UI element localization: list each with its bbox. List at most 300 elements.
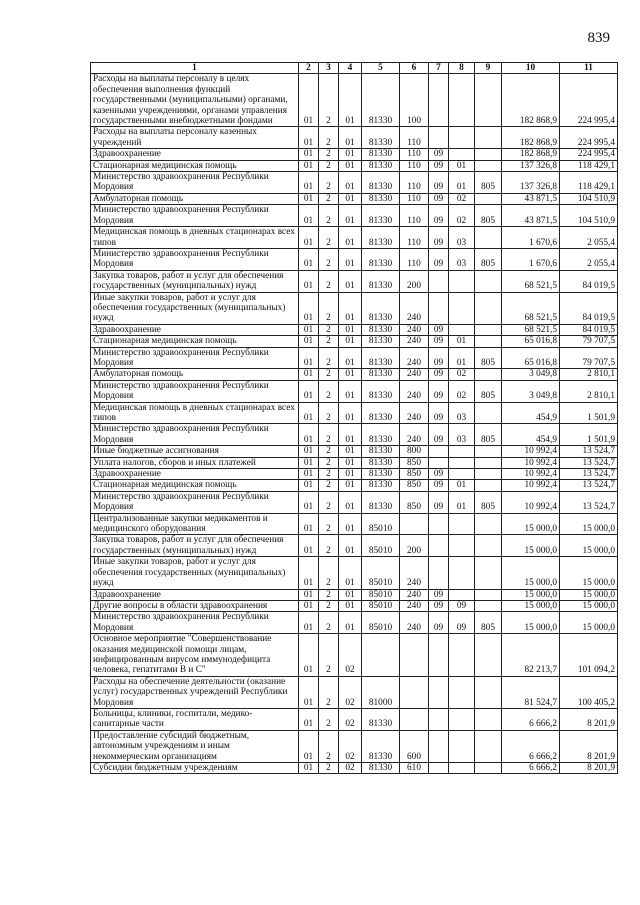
table-cell: 81330 [362, 270, 400, 292]
table-row [91, 763, 618, 774]
table-row [91, 612, 618, 634]
table-cell: 01 [339, 557, 362, 589]
table-cell: 01 [449, 160, 475, 171]
table-cell: 01 [449, 480, 475, 491]
table-cell: 65 016,8 [502, 347, 560, 369]
table-cell: 15 000,0 [560, 612, 618, 634]
table-cell: 81 524,7 [502, 676, 560, 708]
table-row [91, 292, 618, 324]
row-label-cell: Министерство здравоохранения Республики Мордовия [91, 347, 299, 369]
table-row [91, 369, 618, 380]
table-cell: 805 [475, 380, 502, 402]
table-cell: 01 [299, 205, 319, 227]
table-cell: 01 [339, 469, 362, 480]
table-cell: 2 055,4 [560, 227, 618, 249]
table-cell: 01 [449, 347, 475, 369]
table-cell [449, 149, 475, 160]
table-cell: 2 [319, 270, 339, 292]
row-label-cell: Централизованные закупки медикаментов и медицинского оборудования [91, 513, 299, 535]
table-cell: 15 000,0 [502, 600, 560, 611]
table-cell: 240 [400, 369, 429, 380]
table-cell: 137 326,8 [502, 172, 560, 194]
table-row [91, 227, 618, 249]
table-cell [475, 270, 502, 292]
table-cell: 2 [319, 160, 339, 171]
table-cell [429, 74, 449, 127]
table-cell: 81330 [362, 292, 400, 324]
table-cell [429, 557, 449, 589]
table-cell [449, 676, 475, 708]
row-label-cell: Расходы на обеспечение деятельности (оказание услуг) государственных учреждений Республики Мордовия [91, 676, 299, 708]
table-row [91, 589, 618, 600]
table-cell: 01 [449, 491, 475, 513]
table-cell: 01 [299, 634, 319, 677]
table-cell: 600 [400, 730, 429, 762]
table-cell [475, 227, 502, 249]
table-cell: 01 [339, 535, 362, 557]
table-cell: 09 [429, 402, 449, 424]
table-cell: 240 [400, 589, 429, 600]
table-row [91, 347, 618, 369]
table-cell: 09 [429, 480, 449, 491]
table-cell: 01 [299, 730, 319, 762]
table-cell: 01 [339, 270, 362, 292]
table-cell: 240 [400, 336, 429, 347]
table-cell: 2 [319, 469, 339, 480]
table-cell: 81330 [362, 457, 400, 468]
row-label-cell: Закупка товаров, работ и услуг для обеспечения государственных (муниципальных) нужд [91, 535, 299, 557]
table-cell [475, 369, 502, 380]
table-cell: 2 [319, 557, 339, 589]
table-cell [449, 708, 475, 730]
table-cell: 09 [429, 149, 449, 160]
table-cell [475, 74, 502, 127]
table-cell: 81330 [362, 227, 400, 249]
table-row [91, 446, 618, 457]
table-cell [475, 193, 502, 204]
table-cell: 09 [429, 369, 449, 380]
column-header: 1 [91, 63, 299, 74]
table-cell [449, 513, 475, 535]
table-cell: 110 [400, 205, 429, 227]
table-cell: 2 [319, 324, 339, 335]
table-cell: 2 [319, 535, 339, 557]
table-cell: 01 [299, 336, 319, 347]
table-cell: 110 [400, 193, 429, 204]
table-cell: 01 [299, 74, 319, 127]
table-cell: 2 [319, 74, 339, 127]
table-cell [475, 324, 502, 335]
table-cell: 81330 [362, 763, 400, 774]
row-label-cell: Министерство здравоохранения Республики Мордовия [91, 248, 299, 270]
table-cell: 82 213,7 [502, 634, 560, 677]
table-cell: 81330 [362, 402, 400, 424]
row-label-cell: Иные закупки товаров, работ и услуг для обеспечения государственных (муниципальных) нужд [91, 557, 299, 589]
table-cell: 01 [339, 149, 362, 160]
table-cell: 2 [319, 193, 339, 204]
table-cell: 01 [299, 469, 319, 480]
table-cell: 2 [319, 457, 339, 468]
table-cell: 01 [299, 446, 319, 457]
table-cell: 240 [400, 347, 429, 369]
table-cell: 02 [449, 193, 475, 204]
row-label-cell: Больницы, клиники, госпитали, медико-санитарные части [91, 708, 299, 730]
table-cell: 2 [319, 730, 339, 762]
table-row [91, 469, 618, 480]
table-cell: 240 [400, 424, 429, 446]
table-cell [449, 457, 475, 468]
table-cell: 224 995,4 [560, 127, 618, 149]
table-cell: 09 [429, 193, 449, 204]
table-cell: 81330 [362, 324, 400, 335]
table-cell [400, 513, 429, 535]
table-cell: 09 [429, 160, 449, 171]
table-cell: 01 [299, 612, 319, 634]
table-cell: 2 [319, 612, 339, 634]
table-cell: 454,9 [502, 424, 560, 446]
table-row [91, 248, 618, 270]
table-row [91, 424, 618, 446]
table-cell: 09 [429, 172, 449, 194]
table-cell: 10 992,4 [502, 491, 560, 513]
table-cell: 02 [449, 205, 475, 227]
table-cell: 2 [319, 446, 339, 457]
row-label-cell: Здравоохранение [91, 589, 299, 600]
table-cell: 43 871,5 [502, 205, 560, 227]
table-cell [475, 480, 502, 491]
table-cell [475, 160, 502, 171]
table-cell: 65 016,8 [502, 336, 560, 347]
table-row [91, 480, 618, 491]
row-label-cell: Другие вопросы в области здравоохранения [91, 600, 299, 611]
table-row [91, 172, 618, 194]
table-cell: 13 524,7 [560, 480, 618, 491]
table-cell: 182 868,9 [502, 74, 560, 127]
table-cell: 02 [339, 708, 362, 730]
table-cell: 01 [299, 491, 319, 513]
table-cell: 01 [299, 589, 319, 600]
table-cell: 81330 [362, 74, 400, 127]
row-label-cell: Субсидии бюджетным учреждениям [91, 763, 299, 774]
table-cell [449, 270, 475, 292]
table-cell: 01 [339, 369, 362, 380]
table-cell: 68 521,5 [502, 270, 560, 292]
table-cell [475, 589, 502, 600]
table-cell: 2 [319, 589, 339, 600]
table-cell: 110 [400, 248, 429, 270]
table-cell: 01 [339, 480, 362, 491]
table-cell: 15 000,0 [560, 513, 618, 535]
table-cell: 01 [299, 557, 319, 589]
table-cell: 09 [449, 600, 475, 611]
table-cell [429, 127, 449, 149]
table-cell: 2 [319, 336, 339, 347]
table-cell: 01 [339, 457, 362, 468]
table-cell: 81330 [362, 347, 400, 369]
table-cell: 09 [429, 227, 449, 249]
table-cell: 137 326,8 [502, 160, 560, 171]
table-cell: 01 [339, 172, 362, 194]
column-header: 6 [400, 63, 429, 74]
table-cell: 224 995,4 [560, 149, 618, 160]
table-cell: 03 [449, 402, 475, 424]
table-row [91, 557, 618, 589]
table-cell: 81330 [362, 149, 400, 160]
table-cell: 2 [319, 227, 339, 249]
table-cell: 110 [400, 160, 429, 171]
table-cell: 2 [319, 763, 339, 774]
table-cell: 1 670,6 [502, 248, 560, 270]
table-cell: 01 [339, 380, 362, 402]
table-cell: 850 [400, 469, 429, 480]
table-cell: 240 [400, 380, 429, 402]
row-label-cell: Министерство здравоохранения Республики Мордовия [91, 172, 299, 194]
table-cell: 01 [449, 336, 475, 347]
table-cell: 850 [400, 491, 429, 513]
table-cell: 15 000,0 [502, 589, 560, 600]
table-cell: 240 [400, 612, 429, 634]
row-label-cell: Министерство здравоохранения Республики Мордовия [91, 205, 299, 227]
table-row [91, 193, 618, 204]
row-label-cell: Медицинская помощь в дневных стационарах всех типов [91, 227, 299, 249]
table-cell: 81330 [362, 380, 400, 402]
row-label-cell: Иные закупки товаров, работ и услуг для обеспечения государственных (муниципальных) нужд [91, 292, 299, 324]
table-cell: 01 [339, 600, 362, 611]
table-cell: 15 000,0 [502, 535, 560, 557]
table-cell: 2 [319, 172, 339, 194]
table-cell: 110 [400, 227, 429, 249]
table-cell: 84 019,5 [560, 292, 618, 324]
table-cell: 01 [339, 193, 362, 204]
table-cell: 68 521,5 [502, 292, 560, 324]
table-cell: 01 [299, 160, 319, 171]
table-cell: 13 524,7 [560, 469, 618, 480]
row-label-cell: Стационарная медицинская помощь [91, 480, 299, 491]
budget-table [90, 62, 618, 774]
table-cell: 01 [299, 480, 319, 491]
table-cell: 81330 [362, 480, 400, 491]
table-cell: 805 [475, 172, 502, 194]
table-cell: 01 [299, 292, 319, 324]
table-cell: 01 [339, 248, 362, 270]
table-cell: 2 [319, 292, 339, 324]
column-header: 4 [339, 63, 362, 74]
table-cell [449, 589, 475, 600]
table-cell: 15 000,0 [560, 535, 618, 557]
table-cell: 8 201,9 [560, 763, 618, 774]
table-cell [475, 708, 502, 730]
table-cell: 09 [429, 336, 449, 347]
table-cell: 240 [400, 292, 429, 324]
table-cell: 85010 [362, 513, 400, 535]
table-cell: 01 [339, 347, 362, 369]
table-cell: 10 992,4 [502, 480, 560, 491]
table-row [91, 74, 618, 127]
table-cell: 805 [475, 347, 502, 369]
table-cell: 01 [339, 324, 362, 335]
row-label-cell: Здравоохранение [91, 469, 299, 480]
row-label-cell: Основное мероприятие "Совершенствование оказания медицинской помощи лицам, инфицированным вирусом иммунодефицита человека, гепатитами В и С" [91, 634, 299, 677]
table-cell: 09 [429, 491, 449, 513]
row-label-cell: Здравоохранение [91, 149, 299, 160]
table-cell [429, 676, 449, 708]
table-cell: 01 [339, 127, 362, 149]
table-cell: 2 810,1 [560, 380, 618, 402]
table-cell: 2 [319, 127, 339, 149]
table-cell [475, 730, 502, 762]
table-cell: 800 [400, 446, 429, 457]
row-label-cell: Закупка товаров, работ и услуг для обеспечения государственных (муниципальных) нужд [91, 270, 299, 292]
table-cell: 01 [299, 402, 319, 424]
column-header: 11 [560, 63, 618, 74]
table-cell: 81330 [362, 336, 400, 347]
table-cell: 15 000,0 [502, 557, 560, 589]
table-cell: 85010 [362, 612, 400, 634]
table-cell: 01 [339, 160, 362, 171]
table-cell: 01 [339, 336, 362, 347]
table-cell: 09 [429, 248, 449, 270]
table-row [91, 457, 618, 468]
table-cell [449, 557, 475, 589]
column-header: 7 [429, 63, 449, 74]
table-cell: 10 992,4 [502, 469, 560, 480]
table-cell: 81330 [362, 127, 400, 149]
table-cell: 01 [339, 612, 362, 634]
table-cell [475, 457, 502, 468]
table-cell: 01 [299, 248, 319, 270]
table-cell: 01 [299, 513, 319, 535]
table-cell: 03 [449, 424, 475, 446]
header-row [91, 63, 618, 74]
table-row [91, 336, 618, 347]
row-label-cell: Расходы на выплаты персоналу в целях обеспечения выполнения функций государственными (муниципальными) органами, казенными учреждениями, органами управления государственными внебюджетными фондами [91, 74, 299, 127]
table-row [91, 730, 618, 762]
table-cell: 2 [319, 248, 339, 270]
table-cell: 1 501,9 [560, 402, 618, 424]
table-cell: 01 [299, 149, 319, 160]
table-row [91, 600, 618, 611]
table-cell: 68 521,5 [502, 324, 560, 335]
table-row [91, 676, 618, 708]
table-cell: 100 [400, 74, 429, 127]
table-cell: 15 000,0 [502, 513, 560, 535]
table-cell [475, 292, 502, 324]
table-cell: 15 000,0 [560, 600, 618, 611]
table-cell: 09 [429, 469, 449, 480]
table-row [91, 402, 618, 424]
table-cell: 2 [319, 205, 339, 227]
table-cell [400, 634, 429, 677]
table-cell [429, 457, 449, 468]
table-cell: 84 019,5 [560, 324, 618, 335]
row-label-cell: Медицинская помощь в дневных стационарах всех типов [91, 402, 299, 424]
table-cell: 15 000,0 [560, 589, 618, 600]
table-cell: 43 871,5 [502, 193, 560, 204]
table-cell: 81330 [362, 730, 400, 762]
table-cell: 01 [299, 424, 319, 446]
column-header: 2 [299, 63, 319, 74]
table-cell: 454,9 [502, 402, 560, 424]
table-cell: 85010 [362, 557, 400, 589]
row-label-cell: Уплата налогов, сборов и иных платежей [91, 457, 299, 468]
table-cell: 01 [299, 127, 319, 149]
table-cell: 182 868,9 [502, 127, 560, 149]
table-cell: 79 707,5 [560, 347, 618, 369]
table-cell: 02 [449, 369, 475, 380]
row-label-cell: Стационарная медицинская помощь [91, 336, 299, 347]
table-cell: 850 [400, 480, 429, 491]
table-cell [429, 535, 449, 557]
table-row [91, 380, 618, 402]
table-cell: 02 [339, 676, 362, 708]
table-cell: 81330 [362, 248, 400, 270]
row-label-cell: Министерство здравоохранения Республики Мордовия [91, 424, 299, 446]
column-header: 10 [502, 63, 560, 74]
table-cell: 81330 [362, 193, 400, 204]
table-row [91, 324, 618, 335]
table-cell: 8 201,9 [560, 708, 618, 730]
table-cell: 2 [319, 634, 339, 677]
table-cell: 01 [299, 193, 319, 204]
table-cell: 240 [400, 557, 429, 589]
table-cell: 2 055,4 [560, 248, 618, 270]
table-cell: 01 [299, 172, 319, 194]
table-cell: 85010 [362, 589, 400, 600]
table-cell [449, 74, 475, 127]
table-cell [449, 535, 475, 557]
table-cell: 240 [400, 600, 429, 611]
table-cell [475, 600, 502, 611]
table-cell: 805 [475, 205, 502, 227]
table-cell: 85010 [362, 535, 400, 557]
row-label-cell: Расходы на выплаты персоналу казенных учреждений [91, 127, 299, 149]
table-cell: 01 [339, 205, 362, 227]
table-cell: 01 [339, 424, 362, 446]
table-cell: 2 [319, 676, 339, 708]
table-cell [400, 676, 429, 708]
column-header: 9 [475, 63, 502, 74]
table-cell: 10 992,4 [502, 446, 560, 457]
table-cell: 15 000,0 [560, 557, 618, 589]
table-cell: 2 [319, 149, 339, 160]
table-cell: 01 [449, 172, 475, 194]
table-cell: 03 [449, 227, 475, 249]
table-cell: 2 [319, 708, 339, 730]
table-cell: 81330 [362, 424, 400, 446]
table-cell: 01 [339, 491, 362, 513]
table-cell: 01 [299, 676, 319, 708]
table-cell: 02 [339, 730, 362, 762]
row-label-cell: Министерство здравоохранения Республики Мордовия [91, 380, 299, 402]
table-cell: 13 524,7 [560, 446, 618, 457]
table-cell: 01 [299, 324, 319, 335]
table-cell: 118 429,1 [560, 160, 618, 171]
table-cell [475, 513, 502, 535]
table-cell: 01 [299, 270, 319, 292]
table-cell: 110 [400, 172, 429, 194]
table-cell: 81330 [362, 708, 400, 730]
table-cell [475, 336, 502, 347]
table-cell [429, 292, 449, 324]
table-cell: 13 524,7 [560, 491, 618, 513]
table-cell [475, 127, 502, 149]
table-row [91, 535, 618, 557]
table-cell: 224 995,4 [560, 74, 618, 127]
table-cell: 110 [400, 149, 429, 160]
table-cell: 09 [429, 589, 449, 600]
table-cell: 100 405,2 [560, 676, 618, 708]
row-label-cell: Предоставление субсидий бюджетным, автономным учреждениям и иным некоммерческим организациям [91, 730, 299, 762]
